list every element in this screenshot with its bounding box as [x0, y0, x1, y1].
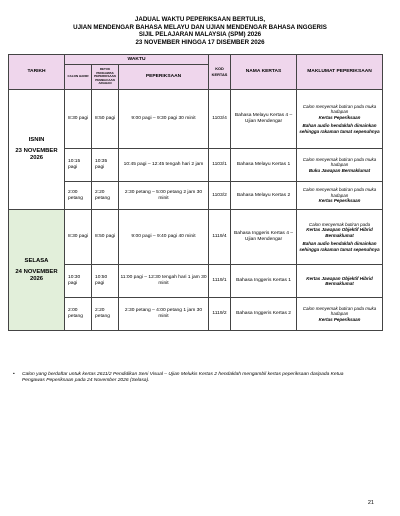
header-retuk: RETUK PENGAWAS PEPERIKSAAN PEMBACAAN ARAHAN [92, 65, 119, 90]
waktu-cell: 11:00 pagi – 12:30 tengah hari 1 jam 30 minit [119, 265, 209, 298]
retuk-cell: 10:35 pagi [92, 149, 119, 182]
maklumat-cell [297, 149, 383, 182]
nama-cell: Bahasa Melayu Kertas 2 [231, 182, 297, 210]
day-date: 24 NOVEMBER 2026 [15, 268, 58, 282]
bullet-icon: • [13, 372, 15, 377]
header-peperiksaan: PEPERIKSAAN [119, 65, 209, 90]
table-row [9, 149, 383, 182]
waktu-cell: 10:45 pagi – 12:45 tengah hari 2 jam [119, 149, 209, 182]
title-line-3: SIJIL PELAJARAN MALAYSIA (SPM) 2026 [138, 31, 262, 39]
header-waktu: WAKTU [65, 55, 209, 65]
table-row [9, 298, 383, 331]
calon-hadir-cell: 10:30 pagi [65, 265, 92, 298]
nama-cell: Bahasa Melayu Kertas 4 – Ujian Mendengar [231, 90, 297, 149]
retuk-cell: 8:50 pagi [92, 210, 119, 265]
retuk-cell: 8:50 pagi [92, 90, 119, 149]
title-line-4: 23 NOVEMBER HINGGA 17 DISEMBER 2026 [135, 38, 265, 46]
day-date: 23 NOVEMBER 2026 [15, 148, 58, 161]
document-title [0, 16, 400, 46]
calon-hadir-cell: 8:30 pagi [65, 90, 92, 149]
info-audio: Bahan audio hendaklah dimainkan sehingga rakaman tamat sepenuhnya [299, 241, 380, 252]
info-text: Calon menyemak butiran pada [308, 221, 371, 227]
calon-hadir-cell: 8:30 pagi [65, 210, 92, 265]
table-row [9, 182, 383, 210]
table-row [9, 90, 383, 149]
exam-timetable [8, 54, 383, 331]
header-calon-hadir: CALON HADIR [65, 65, 92, 90]
waktu-cell: 2:30 petang – 4:00 petang 1 jam 30 minit [119, 298, 209, 331]
header-tarikh: TARIKH [9, 55, 65, 90]
kod-cell: 1119/4 [209, 210, 231, 265]
title-line-1: JADUAL WAKTU PEPERIKSAAN BERTULIS, [134, 16, 266, 23]
title-line-2: UJIAN MENDENGAR BAHASA MELAYU DAN UJIAN MENDENGAR BAHASA INGGERIS [73, 23, 327, 31]
nama-cell: Bahasa Melayu Kertas 1 [231, 149, 297, 182]
table-row [9, 265, 383, 298]
table-row [9, 210, 383, 265]
retuk-cell: 10:50 pagi [92, 265, 119, 298]
maklumat-cell [297, 182, 383, 210]
day-cell-selasa [9, 210, 65, 331]
page-number: 21 [367, 500, 374, 506]
info-bold: Buku Jawapan Bermaklumat [308, 167, 371, 173]
info-text: Calon menyemak butiran pada muka hadapan [302, 187, 377, 198]
header-nama-kertas: NAMA KERTAS [231, 55, 297, 90]
day-name: SELASA [24, 257, 49, 264]
info-text: Calon menyemak butiran pada muka hadapan [302, 156, 377, 168]
calon-hadir-cell: 2:00 petang [65, 298, 92, 331]
day-name: ISNIN [28, 137, 45, 143]
info-bold: Kertas Peperiksaan [318, 198, 361, 204]
nama-cell: Bahasa Inggeris Kertas 1 [231, 265, 297, 298]
info-text: Calon menyemak butiran pada muka hadapan [302, 103, 377, 115]
footnote [13, 372, 362, 385]
nama-cell: Bahasa Inggeris Kertas 2 [231, 298, 297, 331]
nama-cell: Bahasa Inggeris Kertas 4 – Ujian Mendengar [231, 210, 297, 265]
maklumat-cell [297, 210, 383, 265]
kod-cell: 1103/4 [209, 90, 231, 149]
info-bold: Kertas Jawapan Objektif Hibrid Bermaklumat [306, 227, 373, 238]
info-bold: Kertas Jawapan Objektif Hibrid Bermaklumat [306, 275, 373, 286]
info-bold: Kertas Peperiksaan [318, 114, 361, 120]
header-maklumat: MAKLUMAT PEPERIKSAAN [297, 55, 383, 90]
maklumat-cell [297, 298, 383, 331]
maklumat-cell [297, 265, 383, 298]
day-cell-isnin [9, 90, 65, 210]
retuk-cell: 2:20 petang [92, 298, 119, 331]
header-kod-kertas: KOD KERTAS [209, 55, 231, 90]
kod-cell: 1119/1 [209, 265, 231, 298]
waktu-cell: 9:00 pagi – 9:30 pagi 30 minit [119, 90, 209, 149]
info-bold: Kertas Peperiksaan [318, 316, 361, 322]
waktu-cell: 9:00 pagi – 9:40 pagi 40 minit [119, 210, 209, 265]
kod-cell: 1103/2 [209, 182, 231, 210]
footnote-text: Calon yang berdaftar untuk kertas 2611/2 Pendidikan Seni Visual – Ujian Melukis Kertas 2 hendaklah mengambil kertas peperiksaan daripada Ketua Pengawas Peperiksaan pada 24 November 2026 (Selasa). [22, 372, 344, 384]
retuk-cell: 2:20 petang [92, 182, 119, 210]
info-audio: Bahan audio hendaklah dimainkan sehingga rakaman tamat sepenuhnya [299, 123, 380, 134]
calon-hadir-cell: 10:15 pagi [65, 149, 92, 182]
waktu-cell: 2:30 petang – 5:00 petang 2 jam 30 minit [119, 182, 209, 210]
header-row-1 [9, 55, 383, 65]
maklumat-cell [297, 90, 383, 149]
info-text: Calon menyemak butiran pada muka hadapan [302, 305, 377, 317]
kod-cell: 1103/1 [209, 149, 231, 182]
kod-cell: 1119/2 [209, 298, 231, 331]
calon-hadir-cell: 2:00 petang [65, 182, 92, 210]
